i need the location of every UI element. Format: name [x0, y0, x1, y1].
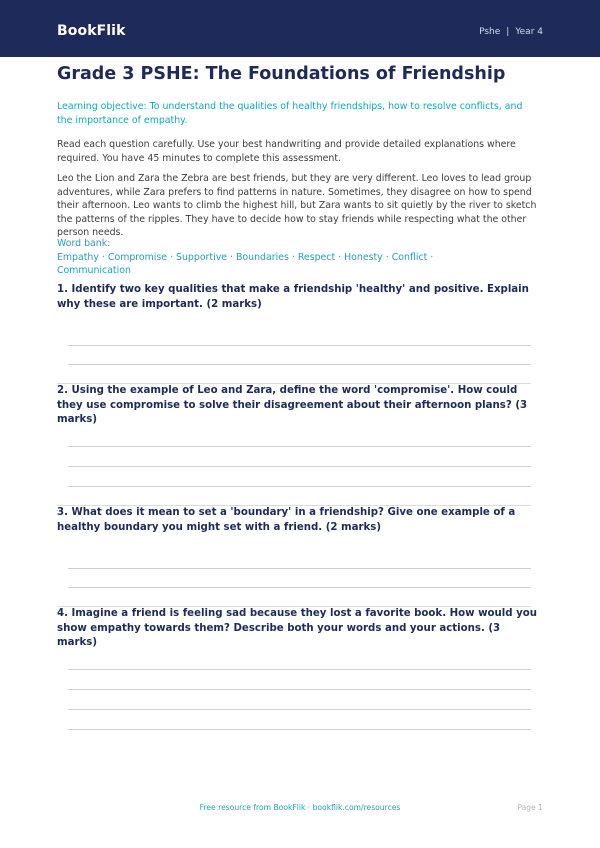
word-bank-word: Communication	[57, 265, 131, 276]
brand-logo: BookFlik	[57, 23, 126, 39]
answer-line[interactable]	[68, 364, 531, 365]
answer-line[interactable]	[68, 689, 531, 690]
word-bank-word: Empathy	[57, 251, 99, 263]
word-separator: ·	[230, 251, 233, 263]
header-bar	[0, 0, 600, 57]
word-bank-word: Compromise	[107, 251, 168, 263]
word-separator: ·	[385, 251, 389, 263]
answer-line[interactable]	[68, 446, 531, 447]
word-bank-word: Boundaries	[236, 251, 289, 263]
answer-line[interactable]	[68, 486, 531, 487]
word-bank-word: Supportive	[176, 251, 228, 263]
learning-objective: Learning objective: To understand the qualities of healthy friendships, how to resolve conflicts, and the importance of empathy.	[57, 101, 523, 126]
word-separator: ·	[430, 251, 434, 263]
answer-line[interactable]	[68, 669, 531, 670]
question-2: 2. Using the example of Leo and Zara, define the word 'compromise'. How could they use compromise to solve their disagreement about their afternoon plans? (3 marks)	[57, 385, 528, 425]
footer-credit: Free resource from BookFlik · bookflik.com/resources	[199, 803, 401, 812]
word-separator: ·	[291, 251, 295, 263]
word-bank	[57, 237, 487, 278]
word-bank-word: Conflict	[391, 251, 428, 263]
answer-line[interactable]	[68, 709, 531, 710]
page-title: Grade 3 PSHE: The Foundations of Friendship	[57, 64, 506, 84]
word-separator: ·	[170, 251, 174, 263]
answer-line[interactable]	[68, 345, 531, 346]
answer-line[interactable]	[68, 587, 531, 588]
answer-line[interactable]	[68, 568, 531, 569]
header-meta	[479, 27, 543, 37]
question-4: 4. Imagine a friend is feeling sad because they lost a favorite book. How would you show empathy towards them? Describe both your words and your actions. (3 marks)	[57, 608, 537, 648]
question-3: 3. What does it mean to set a 'boundary' in a friendship? Give one example of a healthy boundary you might set with a friend. (2 marks)	[57, 507, 516, 533]
story-passage: Leo the Lion and Zara the Zebra are best friends, but they are very different. Leo loves to lead group adventures, while Zara prefers to find patterns in nature. Sometimes, they disagree on how to spend their afternoon. Leo wants to climb the highest hill, but Zara wants to sit quietly by the river to sketch the patterns of the ripples. They have to decide how to stay friends while respecting what the other person needs.	[57, 173, 537, 238]
word-bank-word: Honesty	[344, 251, 383, 263]
answer-line[interactable]	[68, 466, 531, 467]
subject-label: Pshe	[479, 27, 501, 37]
instructions: Read each question carefully. Use your best handwriting and provide detailed explanations where required. You have 45 minutes to complete this assessment.	[57, 139, 516, 164]
question-1: 1. Identify two key qualities that make a friendship 'healthy' and positive. Explain why these are important. (2 marks)	[57, 284, 529, 310]
year-label: Year 4	[515, 27, 543, 37]
word-separator: ·	[338, 251, 342, 263]
word-separator: ·	[101, 251, 105, 263]
page-number: Page 1	[517, 803, 543, 812]
word-bank-label: Word bank:	[57, 238, 111, 249]
meta-separator: |	[506, 27, 510, 37]
answer-line[interactable]	[68, 729, 531, 730]
word-bank-word: Respect	[297, 251, 336, 263]
